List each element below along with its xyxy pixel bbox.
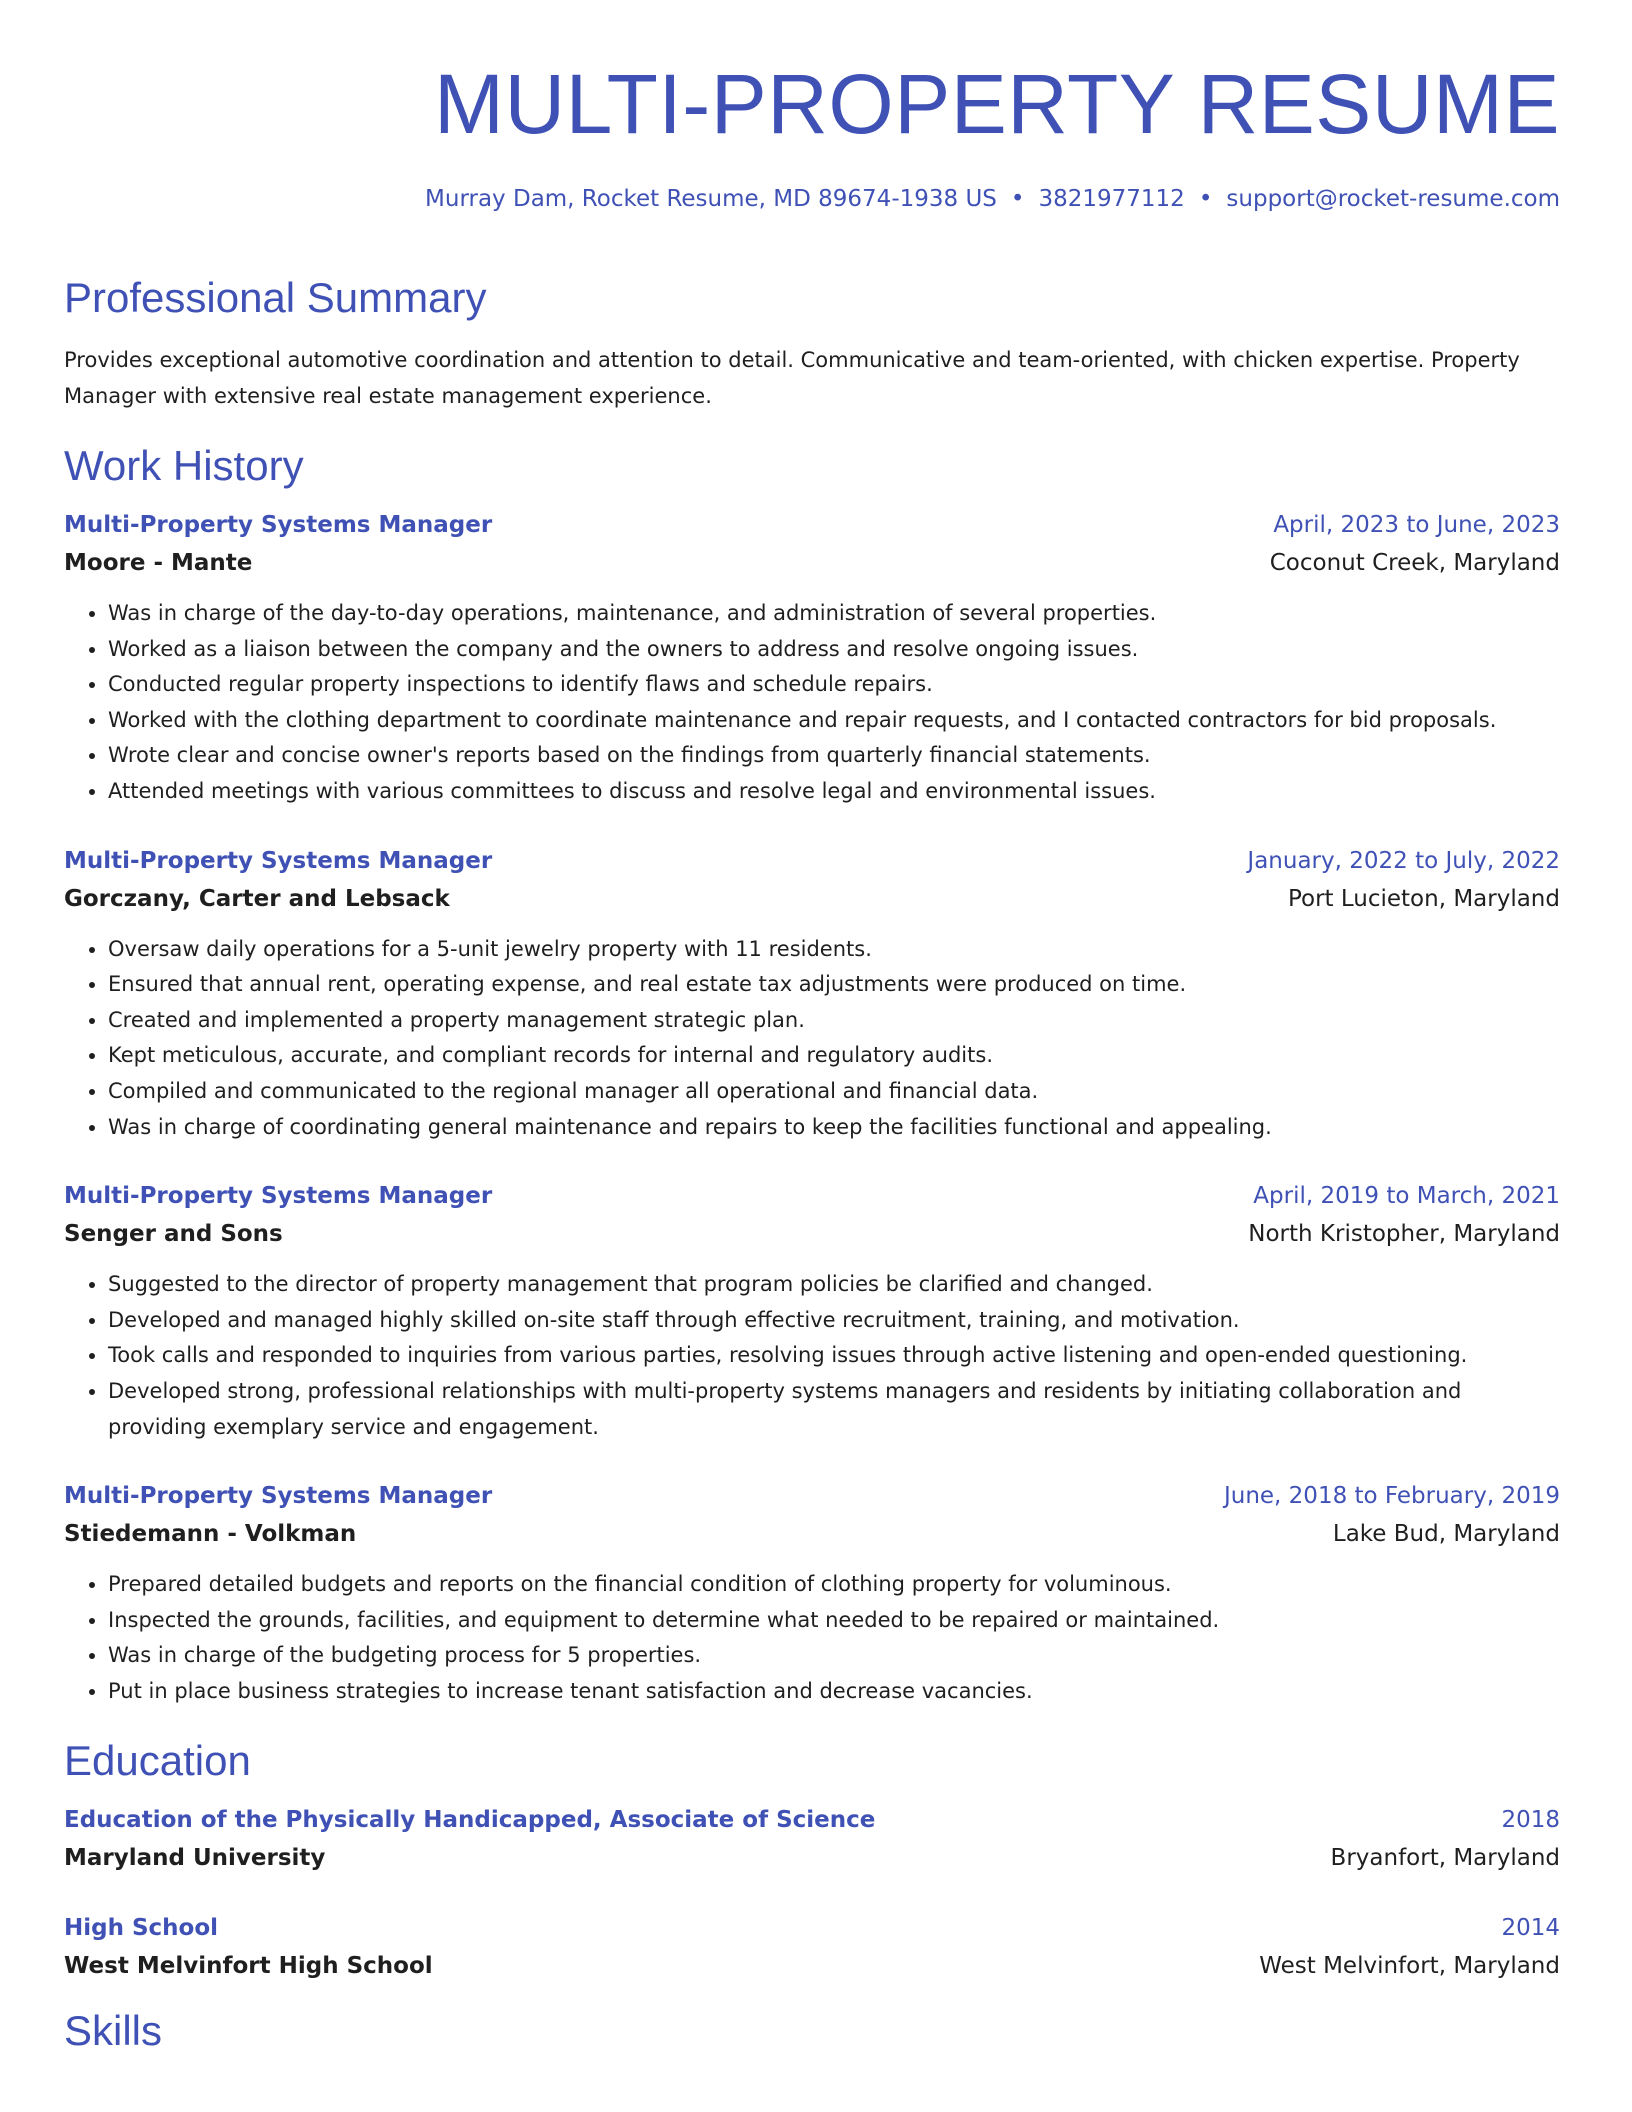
job-bullets (64, 596, 1560, 810)
job-bullet: • Attended meetings with various committees to discuss and resolve legal and environmental issues. (108, 774, 1560, 810)
education-year: 2014 (1501, 1915, 1560, 1942)
job-bullet: • Developed and managed highly skilled on-site staff through effective recruitment, training, and motivation. (108, 1303, 1560, 1339)
education-degree: High School (64, 1915, 219, 1942)
job-location: Port Lucieton, Maryland (1287, 885, 1560, 912)
job-header (64, 1177, 1560, 1215)
job-dates: January, 2022 to July, 2022 (1247, 847, 1560, 874)
job-bullet: • Worked as a liaison between the company and the owners to address and resolve ongoing issues. (108, 632, 1560, 668)
skills-heading: Skills (64, 2007, 163, 2055)
education-entry (64, 1909, 1560, 1985)
education-header (64, 1801, 1560, 1839)
job-bullets (64, 1267, 1560, 1445)
job-bullet: • Oversaw daily operations for a 5-unit jewelry property with 11 residents. (108, 932, 1560, 968)
job-dates: April, 2019 to March, 2021 (1253, 1183, 1560, 1210)
job-subheader (64, 880, 1560, 918)
job-title: Multi-Property Systems Manager (64, 1483, 493, 1510)
job-bullet: • Was in charge of coordinating general maintenance and repairs to keep the facilities functional and appealing. (108, 1110, 1560, 1146)
job-bullet: • Wrote clear and concise owner's reports based on the findings from quarterly financial statements. (108, 738, 1560, 774)
job-entry (64, 506, 1560, 810)
job-header (64, 506, 1560, 544)
education-list (64, 1801, 1560, 1985)
contact-phone: 3821977112 (1038, 186, 1185, 212)
job-bullets (64, 932, 1560, 1146)
contact-email: support@rocket-resume.com (1226, 186, 1560, 212)
education-location: Bryanfort, Maryland (1330, 1845, 1560, 1872)
job-bullet: • Was in charge of the budgeting process for 5 properties. (108, 1638, 1560, 1674)
job-bullet: • Created and implemented a property management strategic plan. (108, 1003, 1560, 1039)
job-header (64, 1477, 1560, 1515)
education-degree: Education of the Physically Handicapped, Associate of Science (64, 1807, 876, 1834)
job-dates: April, 2023 to June, 2023 (1273, 512, 1560, 538)
job-bullet: • Developed strong, professional relationships with multi-property systems managers and residents by initiating collaboration and providing exemplary service and engagement. (108, 1374, 1560, 1445)
job-bullet: • Was in charge of the day-to-day operations, maintenance, and administration of several properties. (108, 596, 1560, 632)
contact-separator: • (1198, 186, 1213, 212)
contact-separator: • (1010, 186, 1025, 212)
education-school: Maryland University (64, 1845, 326, 1872)
job-bullet: • Took calls and responded to inquiries from various parties, resolving issues through active listening and open-ended questioning. (108, 1338, 1560, 1374)
job-title: Multi-Property Systems Manager (64, 512, 493, 538)
job-subheader (64, 544, 1560, 582)
education-school: West Melvinfort High School (64, 1953, 433, 1980)
job-bullet: • Put in place business strategies to increase tenant satisfaction and decrease vacancies. (108, 1674, 1560, 1710)
job-location: North Kristopher, Maryland (1248, 1221, 1560, 1248)
job-title: Multi-Property Systems Manager (64, 1183, 493, 1210)
summary-heading: Professional Summary (64, 274, 487, 321)
job-entry (64, 842, 1560, 1146)
education-year: 2018 (1501, 1807, 1560, 1834)
contact-address: Murray Dam, Rocket Resume, MD 89674-1938 US (425, 186, 997, 212)
job-company: Senger and Sons (64, 1221, 283, 1248)
education-subheader (64, 1947, 1560, 1985)
work-history-list (64, 506, 1560, 1709)
job-bullet: • Worked with the clothing department to coordinate maintenance and repair requests, and I contacted contractors for bid proposals. (108, 703, 1560, 739)
education-heading: Education (64, 1737, 251, 1785)
job-location: Coconut Creek, Maryland (1269, 550, 1560, 576)
job-company: Gorczany, Carter and Lebsack (64, 885, 450, 912)
work-history-heading: Work History (64, 442, 304, 489)
contact-line (64, 184, 1560, 214)
job-bullets (64, 1567, 1560, 1709)
job-bullet: • Ensured that annual rent, operating expense, and real estate tax adjustments were produced on time. (108, 967, 1560, 1003)
job-entry (64, 1177, 1560, 1445)
job-bullet: • Kept meticulous, accurate, and compliant records for internal and regulatory audits. (108, 1038, 1560, 1074)
job-bullet: • Prepared detailed budgets and reports on the financial condition of clothing property for voluminous. (108, 1567, 1560, 1603)
resume-page (64, 0, 1560, 2057)
education-header (64, 1909, 1560, 1947)
job-entry (64, 1477, 1560, 1709)
job-company: Moore - Mante (64, 550, 253, 576)
education-entry (64, 1801, 1560, 1877)
job-location: Lake Bud, Maryland (1332, 1521, 1560, 1548)
education-location: West Melvinfort, Maryland (1259, 1953, 1560, 1980)
job-header (64, 842, 1560, 880)
job-bullet: • Suggested to the director of property management that program policies be clarified and changed. (108, 1267, 1560, 1303)
job-bullet: • Compiled and communicated to the regional manager all operational and financial data. (108, 1074, 1560, 1110)
job-subheader (64, 1215, 1560, 1253)
job-bullet: • Conducted regular property inspections to identify flaws and schedule repairs. (108, 667, 1560, 703)
resume-title: MULTI-PROPERTY RESUME (433, 57, 1560, 151)
job-title: Multi-Property Systems Manager (64, 847, 493, 874)
job-dates: June, 2018 to February, 2019 (1223, 1483, 1560, 1510)
job-bullet: • Inspected the grounds, facilities, and equipment to determine what needed to be repaired or maintained. (108, 1603, 1560, 1639)
education-subheader (64, 1839, 1560, 1877)
job-subheader (64, 1515, 1560, 1553)
summary-text: Provides exceptional automotive coordination and attention to detail. Communicative and team-oriented, with chicken expertise. Property Manager with extensive real estate management experience. (64, 348, 1520, 408)
job-company: Stiedemann - Volkman (64, 1521, 357, 1548)
